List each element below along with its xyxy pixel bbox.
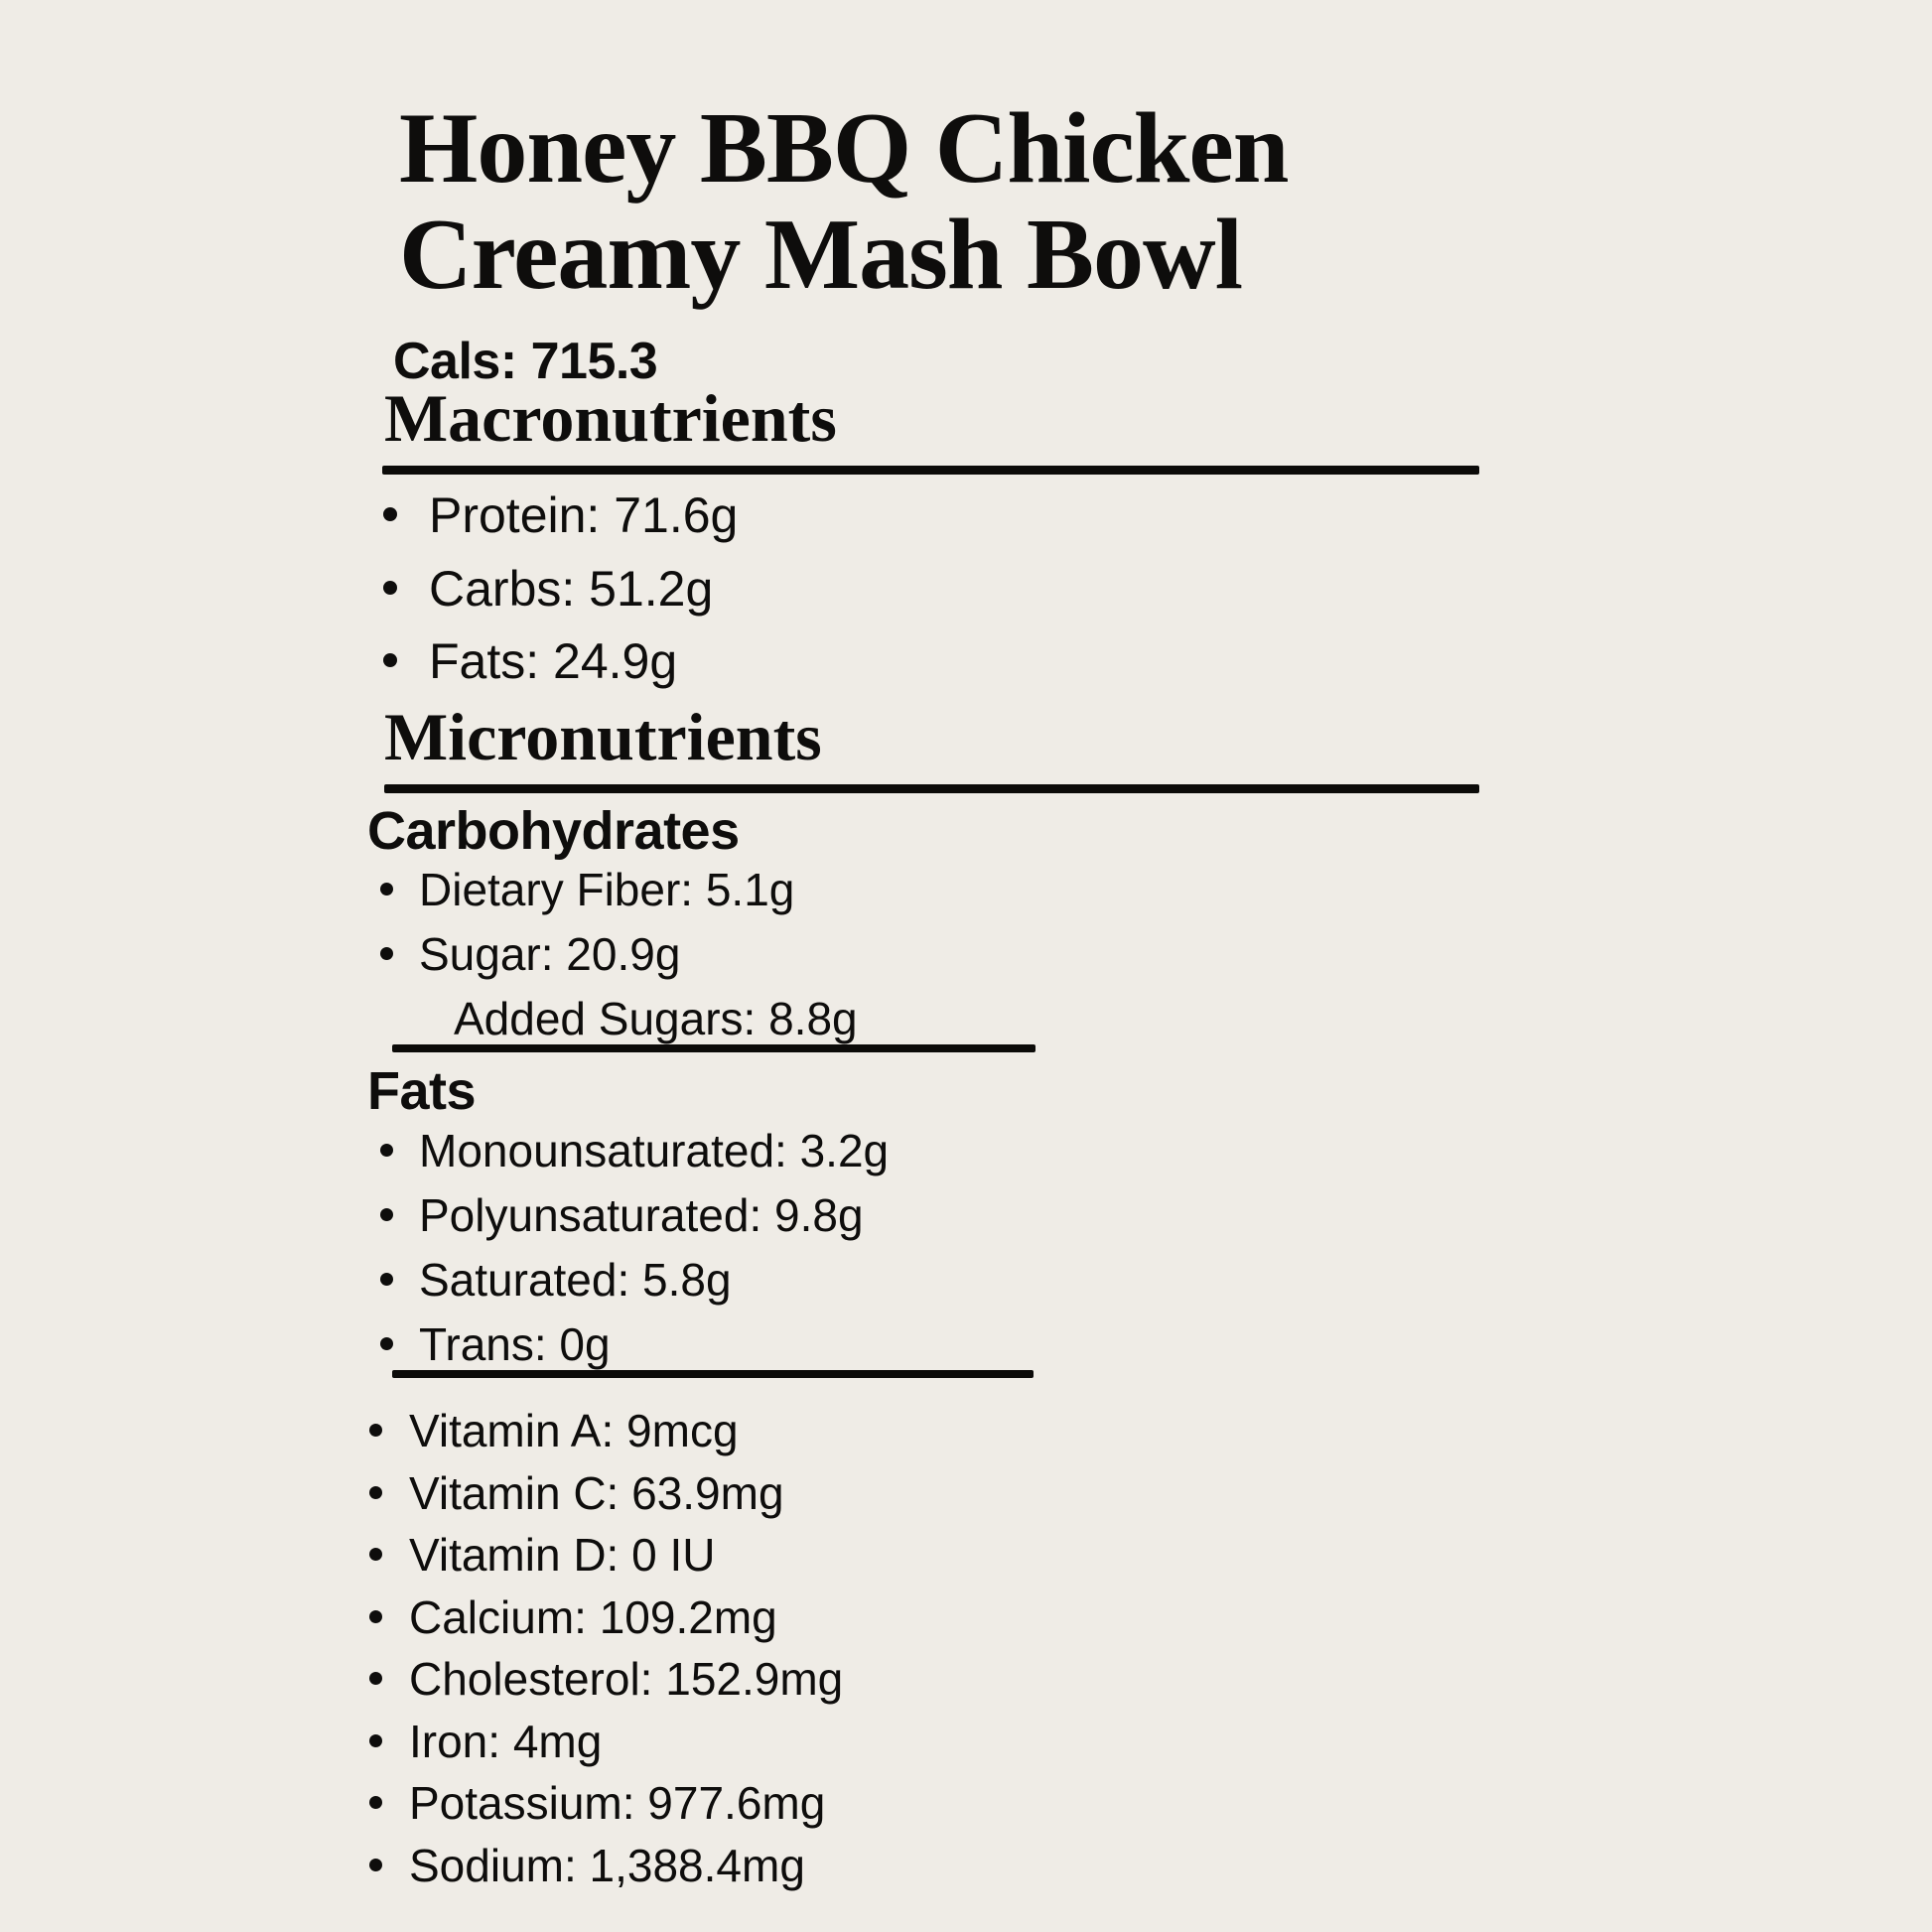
- macronutrients-divider: [382, 466, 1479, 475]
- vit-item-iron: Iron: 4mg: [369, 1711, 843, 1773]
- macro-item-fats: Fats: 24.9g: [382, 625, 738, 699]
- macro-item-protein: Protein: 71.6g: [382, 480, 738, 553]
- vit-item-potassium: Potassium: 977.6mg: [369, 1772, 843, 1835]
- fat-item-saturated: Saturated: 5.8g: [380, 1248, 889, 1312]
- fat-item-monounsaturated: Monounsaturated: 3.2g: [380, 1119, 889, 1183]
- micronutrients-heading: Micronutrients: [384, 699, 822, 774]
- vit-item-vitamin-c: Vitamin C: 63.9mg: [369, 1462, 843, 1525]
- fat-item-trans: Trans: 0g: [380, 1312, 889, 1377]
- carb-item-dietary-fiber: Dietary Fiber: 5.1g: [380, 858, 858, 922]
- fat-item-polyunsaturated: Polyunsaturated: 9.8g: [380, 1183, 889, 1248]
- fats-divider: [392, 1370, 1034, 1378]
- vitamins-minerals-list: [369, 1400, 843, 1896]
- carb-item-added-sugars: Added Sugars: 8.8g: [454, 993, 858, 1044]
- vit-item-sodium: Sodium: 1,388.4mg: [369, 1835, 843, 1897]
- macro-item-carbs: Carbs: 51.2g: [382, 553, 738, 626]
- carbohydrates-divider: [392, 1044, 1035, 1052]
- fats-list: [380, 1119, 889, 1377]
- macronutrients-heading: Macronutrients: [384, 380, 837, 456]
- vit-item-vitamin-d: Vitamin D: 0 IU: [369, 1524, 843, 1587]
- macronutrients-list: [382, 480, 738, 699]
- vit-item-calcium: Calcium: 109.2mg: [369, 1587, 843, 1649]
- calories-label: Cals: 715.3: [393, 333, 658, 390]
- carbohydrates-list: [380, 858, 858, 1051]
- vit-item-cholesterol: Cholesterol: 152.9mg: [369, 1648, 843, 1711]
- vit-item-vitamin-a: Vitamin A: 9mcg: [369, 1400, 843, 1462]
- micronutrients-divider: [384, 784, 1479, 793]
- carbohydrates-subheading: Carbohydrates: [367, 801, 740, 861]
- page-title-line-2: Creamy Mash Bowl: [399, 199, 1243, 311]
- page-title: [399, 92, 1491, 311]
- fats-subheading: Fats: [367, 1061, 477, 1121]
- page-title-line-1: Honey BBQ Chicken: [399, 92, 1289, 205]
- carb-item-sugar: Sugar: 20.9g: [380, 922, 858, 987]
